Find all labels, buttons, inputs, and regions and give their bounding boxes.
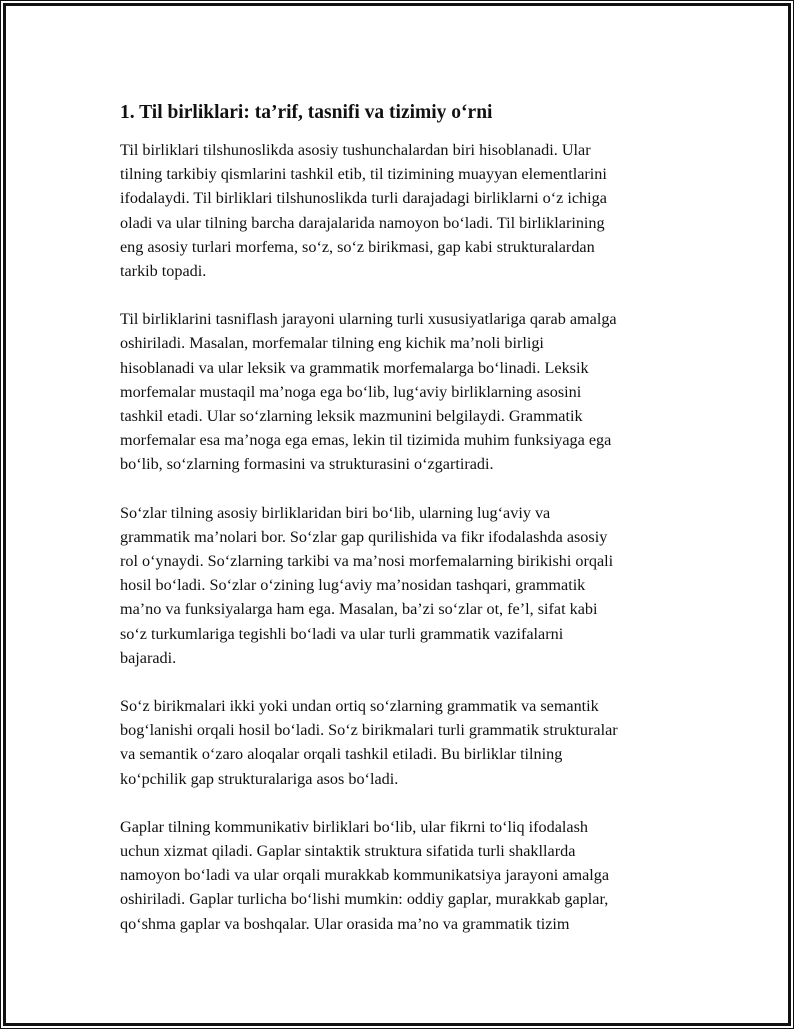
text-line: bo‘lib, so‘zlarning formasini va strukturasini o‘zgartiradi. [120,455,494,474]
text-line: eng asosiy turlari morfema, so‘z, so‘z birikmasi, gap kabi strukturalardan [120,237,595,256]
text-line: ifodalaydi. Til birliklari tilshunoslikda turli darajadagi birliklarni o‘z ichiga [120,189,607,208]
text-line: namoyon bo‘ladi va ular orqali murakkab kommunikatsiya jarayoni amalga [120,866,610,885]
text-line: uchun xizmat qiladi. Gaplar sintaktik struktura sifatida turli shakllarda [120,842,576,861]
text-line: tarkib topadi. [120,262,207,281]
text-line: bog‘lanishi orqali hosil bo‘ladi. So‘z birikmalari turli grammatik strukturalar [120,721,618,740]
paragraph [120,501,700,670]
text-line: Gaplar tilning kommunikativ birliklari bo‘lib, ular fikrni to‘liq ifodalash [120,817,588,836]
text-line: qo‘shma gaplar va boshqalar. Ular orasida ma’no va grammatik tizim [120,914,570,933]
text-line: So‘zlar tilning asosiy birliklaridan biri bo‘lib, ularning lug‘aviy va [120,503,551,522]
text-line: oshiriladi. Gaplar turlicha bo‘lishi mumkin: oddiy gaplar, murakkab gaplar, [120,890,609,909]
text-line: tilning tarkibiy qismlarini tashkil etib, til tizimining muayyan elementlarini [120,165,607,184]
paragraph-container [120,138,700,936]
text-line: oshiriladi. Masalan, morfemalar tilning eng kichik ma’noli birligi [120,334,544,353]
text-line: bajaradi. [120,648,177,667]
page-frame [3,3,791,1026]
text-line: So‘z birikmalari ikki yoki undan ortiq so‘zlarning grammatik va semantik [120,697,599,716]
text-line: morfemalar mustaqil ma’noga ega bo‘lib, lug‘aviy birliklarning asosini [120,382,582,401]
text-line: grammatik ma’nolari bor. So‘zlar gap qurilishida va fikr ifodalashda asosiy [120,527,608,546]
text-line: ma’no va funksiyalarga ham ega. Masalan, ba’zi so‘zlar ot, fe’l, sifat kabi [120,600,598,619]
text-line: ko‘pchilik gap strukturalariga asos bo‘ladi. [120,769,399,788]
paragraph [120,694,700,791]
text-line: Til birliklarini tasniflash jarayoni ularning turli xususiyatlariga qarab amalga [120,310,617,329]
paragraph [120,138,700,283]
section-heading: 1. Til birliklari: ta’rif, tasnifi va tizimiy o‘rni [120,102,493,123]
text-line: oladi va ular tilning barcha darajalarida namoyon bo‘ladi. Til birliklarining [120,213,605,232]
text-line: hisoblanadi va ular leksik va grammatik morfemalarga bo‘linadi. Leksik [120,358,589,377]
text-line: morfemalar esa ma’noga ega emas, lekin til tizimida muhim funksiyaga ega [120,431,612,450]
text-line: so‘z turkumlariga tegishli bo‘ladi va ular turli grammatik vazifalarni [120,624,564,643]
text-line: hosil bo‘ladi. So‘zlar o‘zining lug‘aviy ma’nosidan tashqari, grammatik [120,576,586,595]
paragraph [120,307,700,476]
text-line: va semantik o‘zaro aloqalar orqali tashkil etiladi. Bu birliklar tilning [120,745,563,764]
text-line: rol o‘ynaydi. So‘zlarning tarkibi va ma’nosi morfemalarning birikishi orqali [120,552,614,571]
paragraph [120,815,700,936]
text-line: tashkil etadi. Ular so‘zlarning leksik mazmunini belgilaydi. Grammatik [120,407,583,426]
document-body [120,100,700,960]
text-line: Til birliklari tilshunoslikda asosiy tushunchalardan biri hisoblanadi. Ular [120,141,591,159]
